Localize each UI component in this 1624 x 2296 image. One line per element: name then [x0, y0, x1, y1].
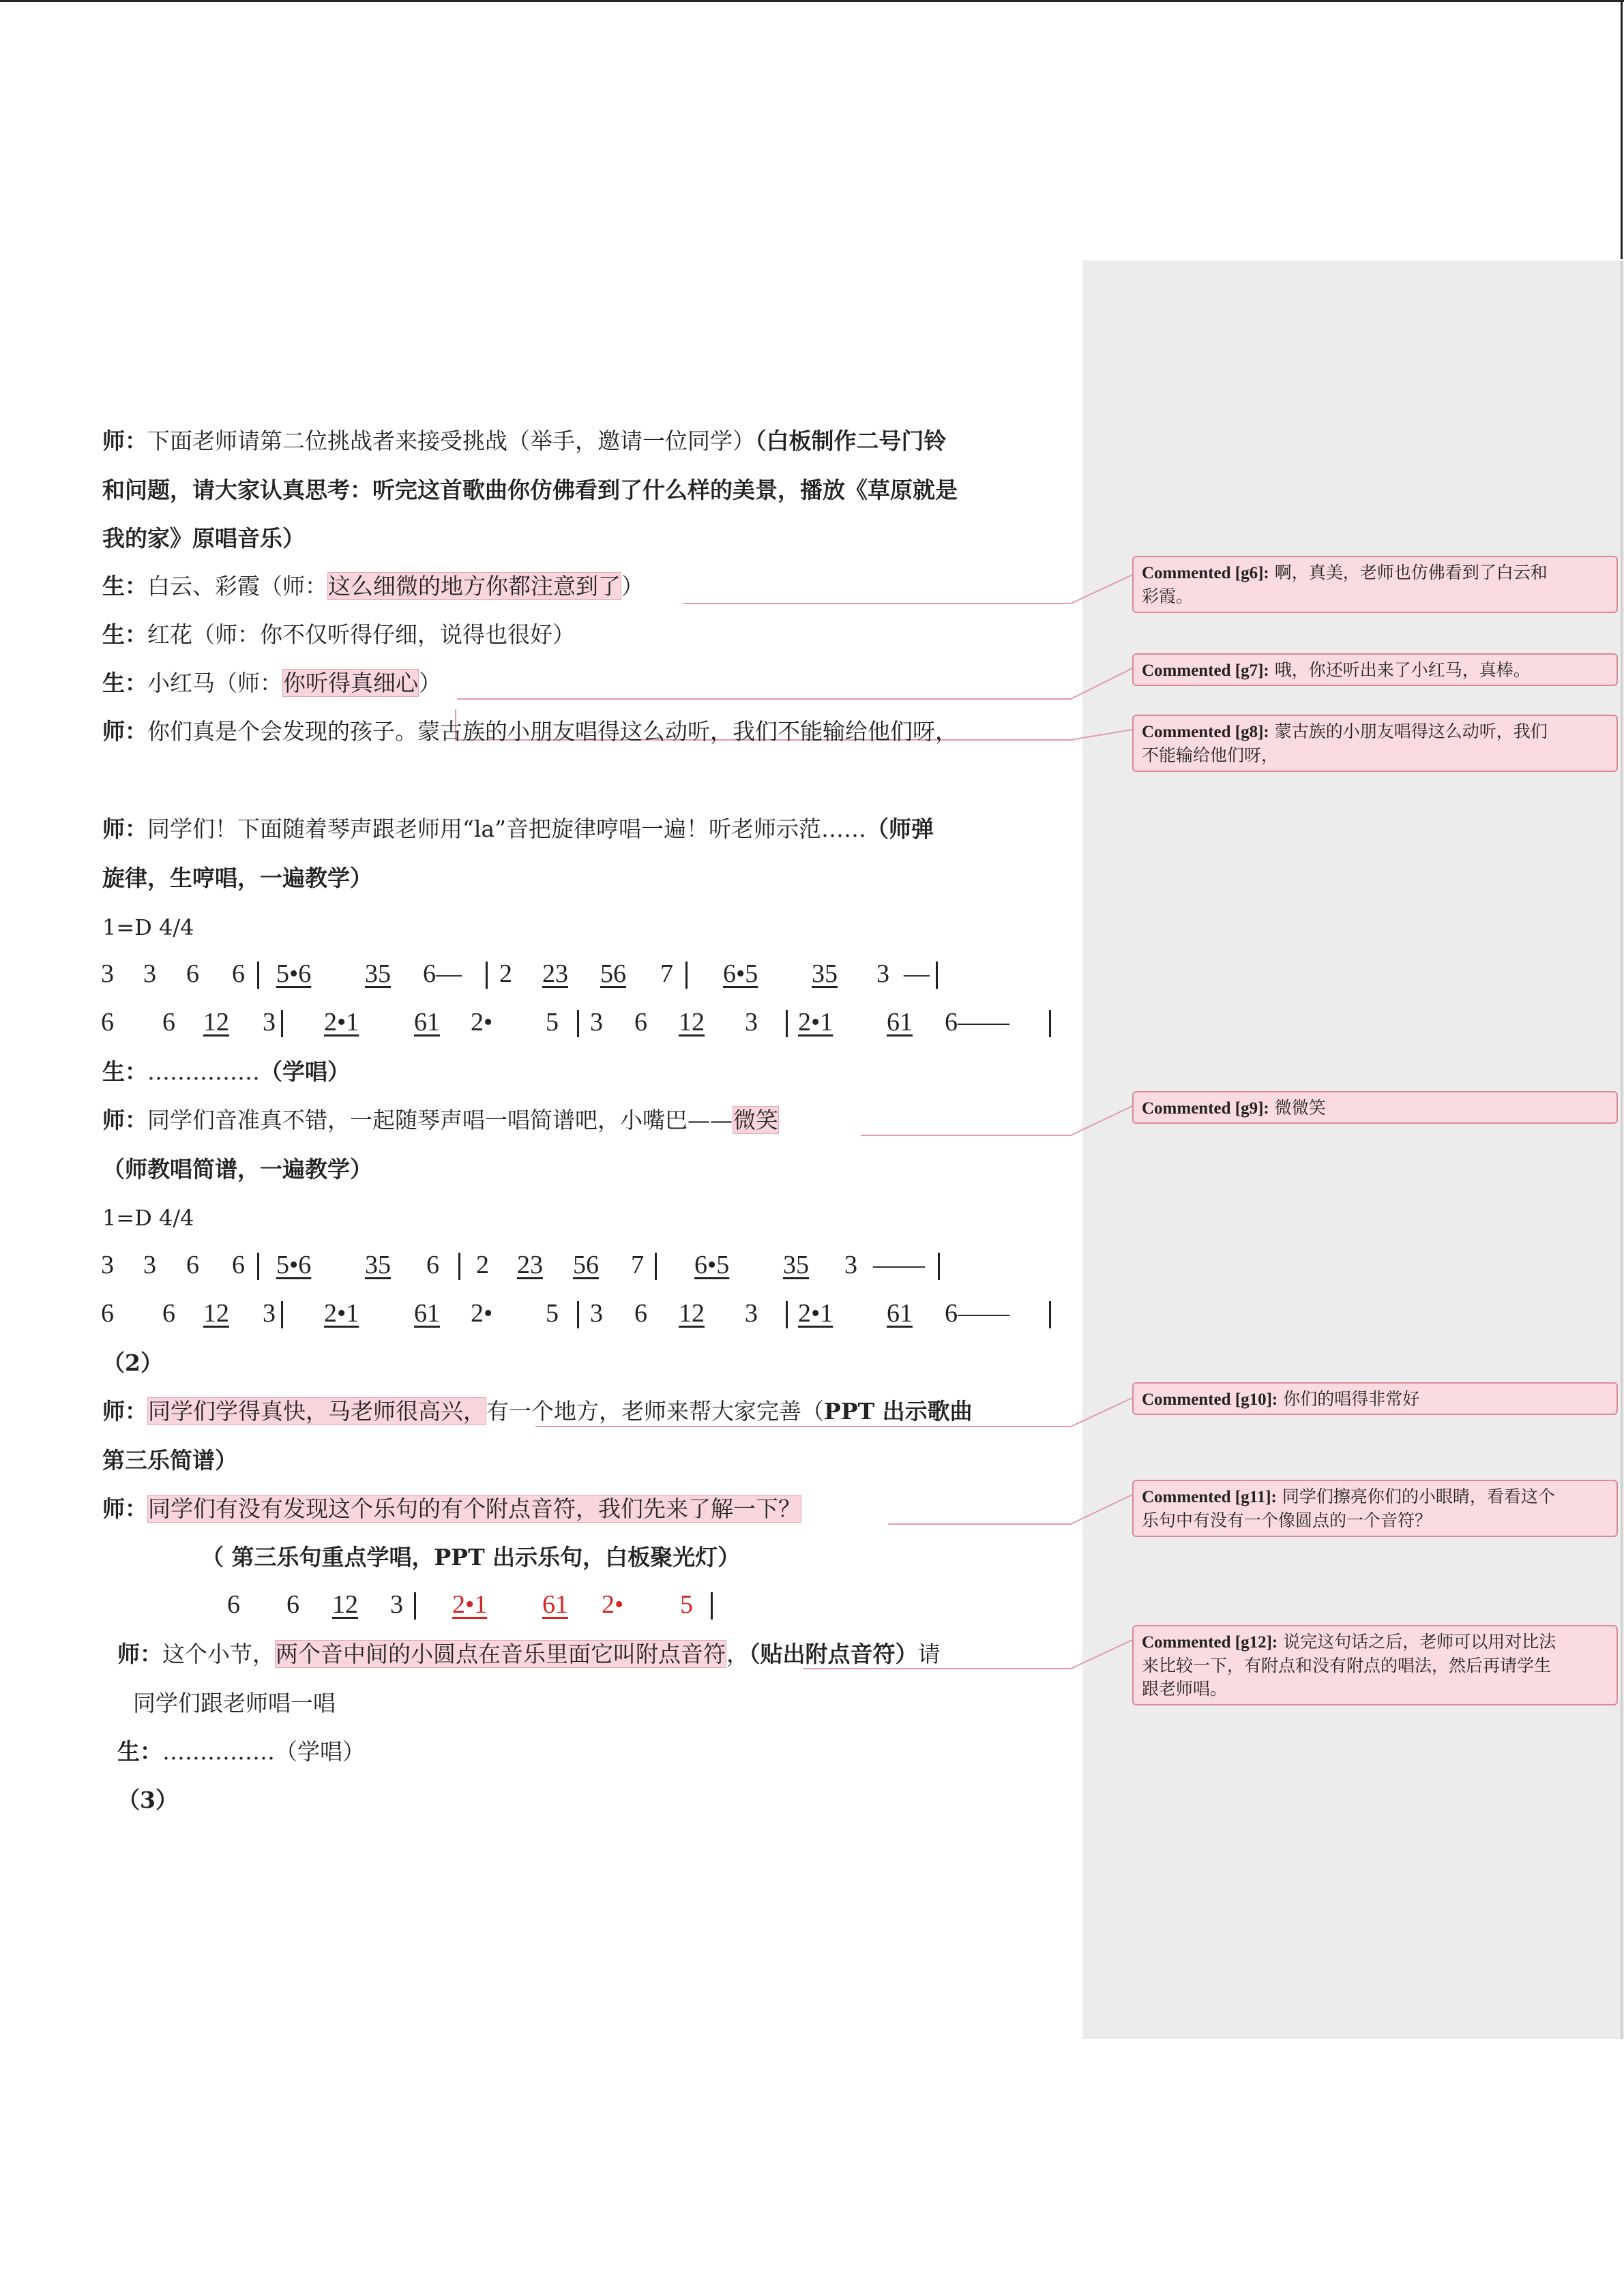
comment-text: 说完这句话之后，老师可以用对比法: [1283, 1632, 1556, 1652]
text-run-bold: PPT 出示歌曲: [824, 1398, 973, 1425]
comment-g7[interactable]: [1132, 653, 1618, 686]
teacher-line-4-cont: （师教唱简谱，一遍教学）: [102, 1156, 372, 1182]
score-note: 61: [414, 1008, 440, 1037]
score-row-focus: [0, 1590, 1084, 1624]
text-run: 下面老师请第二位挑战者来接受挑战（举手，邀请一位同学）: [147, 428, 755, 454]
bar-line: [1049, 1010, 1051, 1037]
score-note: 61: [414, 1299, 440, 1328]
bar-line: [257, 961, 259, 989]
leader-g6: [683, 575, 1132, 603]
text-run: 同学们！下面随着琴声跟老师用“la”音把旋律哼唱一遍！听老师示范……: [147, 816, 866, 842]
student-line-3: [102, 667, 441, 700]
score-note: 3: [143, 1251, 156, 1279]
score-note: 2: [476, 1251, 489, 1279]
student-line-4: [102, 1056, 350, 1088]
score-note: 2•1: [324, 1299, 359, 1328]
score-note: 23: [542, 959, 568, 988]
text-run: 请: [917, 1641, 941, 1667]
score-note: 7: [631, 1251, 644, 1279]
score-note: 3: [590, 1299, 603, 1328]
score-row-3: [0, 1250, 1084, 1284]
score-note: 5•6: [276, 959, 312, 988]
score-note: 2•1: [324, 1008, 359, 1037]
speaker-label: 生：: [102, 1058, 147, 1085]
score-note: 6: [426, 1251, 439, 1279]
speaker-label: 师：: [102, 1107, 147, 1133]
comment-text: 跟老师唱。: [1142, 1679, 1228, 1699]
score-note: 56: [600, 959, 626, 988]
teacher-line-4: [102, 1104, 779, 1137]
score-note: 3: [590, 1008, 603, 1037]
score-note: 6: [286, 1590, 299, 1619]
speaker-label: 师：: [102, 718, 147, 745]
teacher-line-5-cont: 第三乐简谱）: [102, 1447, 237, 1474]
text-run: ）: [419, 670, 441, 696]
text-run: ，: [726, 1641, 749, 1667]
section-3-label: （3）: [117, 1787, 178, 1813]
score-note: 5: [546, 1008, 559, 1037]
speaker-label: 师：: [117, 1641, 162, 1667]
bar-line: [786, 1301, 788, 1328]
text-run: 有一个地方，老师来帮大家完善（: [486, 1398, 824, 1425]
score-note: 2•1: [798, 1299, 833, 1328]
bar-line: [938, 1253, 940, 1280]
highlight-g6[interactable]: 这么细微的地方你都注意到了: [328, 573, 621, 599]
speaker-label: 师：: [102, 428, 147, 454]
score-note: 6—: [423, 959, 462, 988]
comment-g11[interactable]: [1132, 1480, 1618, 1537]
score-note: 12: [203, 1008, 229, 1037]
score-note: 61: [887, 1299, 913, 1328]
teacher-line-3-cont: 旋律，生哼唱，一遍教学）: [102, 865, 372, 891]
highlight-g11[interactable]: 同学们有没有发现这个乐句的有个附点音符，我们先来了解一下？: [148, 1495, 801, 1522]
score-note: 3: [143, 959, 156, 988]
text-run: 红花（师：你不仅听得仔细，说得也很好）: [147, 621, 575, 648]
score-note: 2•: [602, 1590, 624, 1619]
bar-line: [458, 1253, 460, 1280]
teacher-line-7-cont: 同学们跟老师唱一唱: [133, 1690, 336, 1716]
score-note: 6: [186, 959, 199, 988]
score-note: 3: [263, 1299, 276, 1328]
text-run: ……………（学唱）: [162, 1738, 365, 1765]
comment-id: Commented [g10]:: [1142, 1390, 1278, 1409]
highlight-g12[interactable]: 两个音中间的小圆点在音乐里面它叫附点音符: [276, 1641, 726, 1667]
score-note: 5: [680, 1590, 693, 1619]
score-note: 6: [162, 1299, 175, 1328]
score-row-4: [0, 1298, 1084, 1332]
text-run: 这个小节，: [162, 1641, 275, 1667]
text-run: 你们真是个会发现的孩子。蒙古族的小朋友唱得这么动听，我们不能输给他们呀，: [147, 718, 958, 745]
score-note: 5: [546, 1299, 559, 1328]
score-note: 12: [679, 1299, 705, 1328]
bar-line: [281, 1010, 283, 1037]
student-line-5: [117, 1735, 365, 1768]
text-run-bold: （学唱）: [260, 1058, 350, 1085]
speaker-label: 师：: [102, 816, 147, 842]
student-line-1: [102, 570, 644, 603]
leader-g11: [888, 1495, 1132, 1524]
highlight-g7[interactable]: 你听得真细心: [283, 670, 418, 696]
score-note: 61: [887, 1008, 913, 1037]
score-note: —: [904, 959, 930, 988]
score-note: 35: [783, 1251, 809, 1279]
comment-g9[interactable]: [1132, 1091, 1618, 1124]
score-note: 12: [679, 1008, 705, 1037]
comment-text: 同学们擦亮你们的小眼睛，看看这个: [1282, 1487, 1555, 1506]
comment-id: Commented [g8]:: [1142, 723, 1269, 741]
score-note: 6•5: [694, 1251, 730, 1279]
bar-line: [577, 1010, 579, 1037]
comment-g6[interactable]: [1132, 556, 1618, 613]
bar-line: [486, 961, 488, 989]
score-note: 35: [812, 959, 838, 988]
score-note: 3: [844, 1251, 857, 1279]
score-note: 6: [101, 1008, 114, 1037]
score-note: 6——: [945, 1299, 1009, 1328]
speaker-label: 生：: [117, 1738, 162, 1765]
comment-id: Commented [g12]:: [1142, 1633, 1278, 1652]
score-note: 5•6: [276, 1251, 312, 1279]
score-note: 35: [365, 959, 391, 988]
comment-text: 来比较一下，有附点和没有附点的唱法，然后再请学生: [1142, 1656, 1552, 1675]
score-note: 7: [660, 959, 673, 988]
text-run: 白云、彩霞（师：: [147, 573, 327, 599]
focus-phrase-note: （ 第三乐句重点学唱，PPT 出示乐句，白板聚光灯）: [201, 1544, 741, 1570]
text-run: ）: [621, 573, 644, 599]
comment-text: 微微笑: [1274, 1098, 1326, 1118]
teacher-line-1-cont: 和问题，请大家认真思考：听完这首歌曲你仿佛看到了什么样的美景，播放《草原就是: [102, 477, 958, 503]
speaker-label: 生：: [102, 670, 147, 696]
comment-g10[interactable]: [1132, 1382, 1618, 1415]
comment-id: Commented [g7]:: [1142, 661, 1269, 680]
bar-line: [711, 1592, 713, 1620]
score-note: 2•: [471, 1008, 493, 1037]
text-run-bold: （贴出附点音符）: [749, 1641, 918, 1667]
score-note: 3: [390, 1590, 403, 1619]
comment-id: Commented [g6]:: [1142, 564, 1269, 582]
score-note: 6: [227, 1590, 240, 1619]
score-note: 6: [101, 1299, 114, 1328]
speaker-label: 师：: [102, 1398, 147, 1425]
bar-line: [414, 1592, 416, 1620]
comment-text: 啊，真美，老师也仿佛看到了白云和: [1274, 563, 1548, 582]
key-signature-1: 1=D 4/4: [102, 914, 194, 940]
student-line-2: [102, 618, 575, 651]
score-note: 3: [101, 959, 114, 988]
speaker-label: 生：: [102, 573, 147, 599]
score-note: 23: [517, 1251, 543, 1279]
bar-line: [786, 1010, 788, 1037]
leader-g7: [457, 668, 1132, 699]
score-note: 6•5: [723, 959, 758, 988]
score-note: 35: [365, 1251, 391, 1279]
comment-id: Commented [g11]:: [1142, 1488, 1277, 1506]
key-signature-2: 1=D 4/4: [102, 1205, 194, 1231]
score-note: 6: [162, 1008, 175, 1037]
score-note: 3: [263, 1008, 276, 1037]
comment-g12[interactable]: [1132, 1625, 1618, 1705]
teacher-line-1: [102, 425, 947, 458]
score-note: 12: [332, 1590, 358, 1619]
bar-line: [257, 1253, 259, 1280]
comment-text: 你们的唱得非常好: [1283, 1389, 1420, 1409]
comment-text: 乐句中有没有一个像圆点的一个音符？: [1142, 1510, 1432, 1530]
teacher-line-5: [102, 1395, 973, 1428]
text-run: 同学们音准真不错，一起随琴声唱一唱简谱吧，小嘴巴——: [147, 1107, 733, 1133]
comment-id: Commented [g9]:: [1142, 1099, 1269, 1118]
score-note: 56: [573, 1251, 599, 1279]
score-note: 6: [232, 959, 245, 988]
teacher-line-6: [102, 1493, 801, 1525]
score-note: 6: [634, 1008, 647, 1037]
comment-text: 蒙古族的小朋友唱得这么动听，我们: [1274, 721, 1548, 741]
score-note: 3: [745, 1299, 758, 1328]
comment-text: 彩霞。: [1142, 586, 1194, 606]
score-note: 3: [101, 1251, 114, 1279]
score-note: 3: [876, 959, 889, 988]
text-run-bold: （师弹: [866, 816, 934, 842]
bar-line: [685, 961, 688, 989]
score-note: 2•1: [798, 1008, 833, 1037]
section-2-label: （2）: [102, 1350, 163, 1376]
score-row-1: [0, 959, 1084, 993]
bar-line: [281, 1301, 283, 1328]
teacher-line-2: [102, 715, 958, 748]
score-row-2: [0, 1007, 1084, 1041]
text-run: 小红马（师：: [147, 670, 282, 696]
teacher-line-3: [102, 813, 934, 846]
speaker-label: 师：: [102, 1495, 147, 1522]
text-run-bold: （白板制作二号门铃: [755, 428, 947, 454]
score-note: 61: [542, 1590, 568, 1619]
score-note: 6——: [945, 1008, 1009, 1037]
highlight-g10[interactable]: 同学们学得真快，马老师很高兴，: [148, 1398, 486, 1425]
teacher-line-7: [117, 1638, 941, 1671]
score-note: 6: [634, 1299, 647, 1328]
score-note: 2: [499, 959, 512, 988]
score-note: 12: [203, 1299, 229, 1328]
bar-line: [655, 1253, 657, 1280]
text-run: ……………: [147, 1058, 260, 1085]
teacher-line-1-cont2: 我的家》原唱音乐）: [102, 525, 305, 552]
score-note: ——: [873, 1251, 925, 1279]
bar-line: [1049, 1301, 1051, 1328]
comment-text: 不能输给他们呀，: [1142, 745, 1279, 765]
score-note: 2•: [471, 1299, 493, 1328]
score-note: 6: [186, 1251, 199, 1279]
bar-line: [577, 1301, 579, 1328]
highlight-g9[interactable]: 微笑: [733, 1107, 778, 1133]
comment-g8[interactable]: [1132, 715, 1618, 772]
bar-line: [936, 961, 938, 989]
score-note: 6: [232, 1251, 245, 1279]
comment-text: 哦，你还听出来了小红马，真棒。: [1274, 660, 1531, 680]
score-note: 3: [745, 1008, 758, 1037]
leader-g9: [861, 1106, 1132, 1135]
score-note: 2•1: [452, 1590, 488, 1619]
speaker-label: 生：: [102, 621, 147, 648]
